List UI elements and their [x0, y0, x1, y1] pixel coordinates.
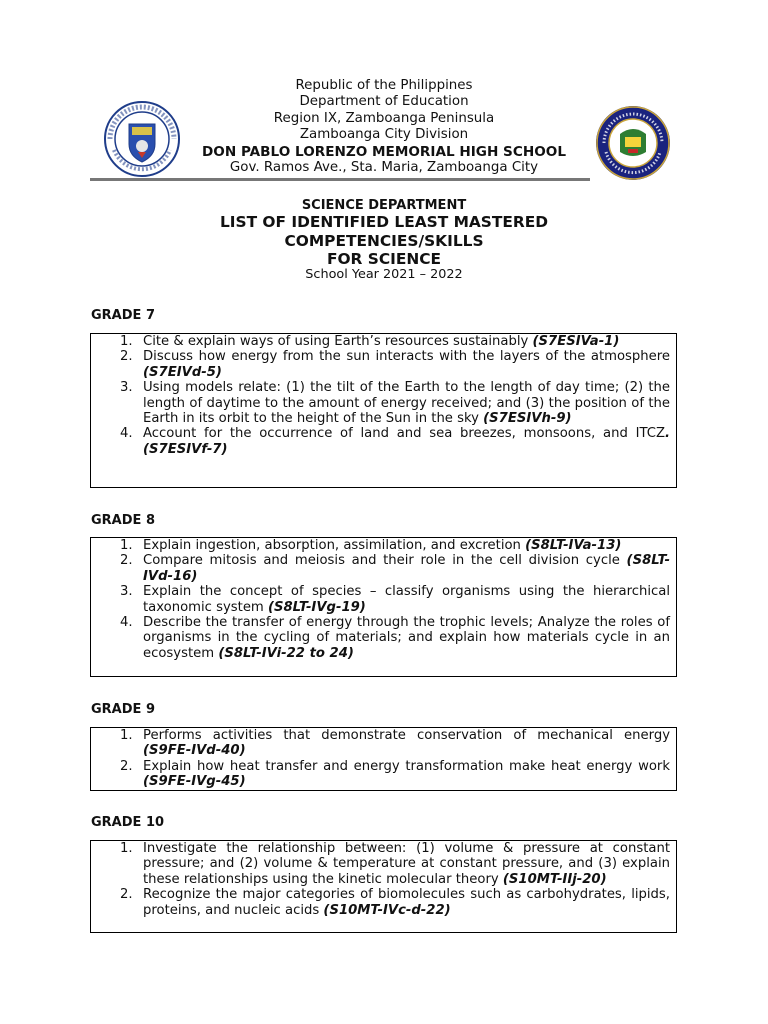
school-year: School Year 2021 – 2022	[305, 267, 463, 282]
list-item: 2. Explain how heat transfer and energy transformation make heat energy work (S9FE-IVg-45)	[120, 758, 670, 790]
list-item: 1. Investigate the relationship between: (1) volume & pressure at constant pressure; and (2) volume & temperature at constant pressure, and (3) explain these relationships using the kinetic molecular theory (S10MT-IIj-20)	[120, 841, 670, 887]
grade-10-competency-box	[90, 840, 677, 933]
header-region: Region IX, Zamboanga Peninsula	[273, 110, 495, 126]
school-name: DON PABLO LORENZO MEMORIAL HIGH SCHOOL	[202, 143, 566, 160]
grade-7-competency-box	[90, 333, 677, 488]
header-department: Department of Education	[299, 94, 469, 110]
list-item: 2. Discuss how energy from the sun interacts with the layers of the atmosphere (S7EIVd-5)	[120, 349, 670, 380]
grade-8-competency-box	[90, 537, 677, 677]
list-item: 2. Compare mitosis and meiosis and their role in the cell division cycle (S8LT-IVd-16)	[120, 553, 670, 584]
title-line-2: COMPETENCIES/SKILLS	[284, 231, 484, 250]
grade-7-heading: GRADE 7	[91, 308, 155, 323]
department-label: SCIENCE DEPARTMENT	[301, 198, 467, 213]
header-republic: Republic of the Philippines	[295, 78, 473, 93]
grade-8-heading: GRADE 8	[91, 513, 155, 528]
school-address: Gov. Ramos Ave., Sta. Maria, Zamboanga City	[229, 160, 539, 176]
list-item: 3. Using models relate: (1) the tilt of the Earth to the length of day time; (2) the length of daytime to the amount of energy received; and (3) the position of the Earth in its orbit to the height of the Sun in the sky (S7ESIVh-9)	[120, 380, 670, 427]
grade-9-heading: GRADE 9	[91, 702, 155, 717]
header-division: Zamboanga City Division	[299, 127, 469, 143]
list-item: 1. Performs activities that demonstrate conservation of mechanical energy (S9FE-IVd-40)	[120, 728, 670, 759]
grade-9-competency-box	[90, 727, 677, 791]
list-item: 1. Explain ingestion, absorption, assimilation, and excretion (S8LT-IVa-13)	[120, 538, 622, 553]
grade-10-heading: GRADE 10	[91, 815, 165, 830]
list-item: 4. Account for the occurrence of land and sea breezes, monsoons, and ITCZ. (S7ESIVf-7)	[120, 426, 670, 457]
title-line-3: FOR SCIENCE	[326, 250, 442, 269]
header-divider	[90, 178, 590, 181]
list-item: 3. Explain the concept of species – classify organisms using the hierarchical taxonomic system (S8LT-IVg-19)	[120, 584, 670, 615]
title-line-1: LIST OF IDENTIFIED LEAST MASTERED	[219, 213, 549, 231]
school-seal-logo	[590, 104, 676, 182]
list-item: 4. Describe the transfer of energy through the trophic levels; Analyze the roles of organisms in the cycling of materials; and explain how materials cycle in an ecosystem (S8LT-IVi-22 to 24)	[120, 615, 670, 661]
document-title	[0, 213, 768, 269]
deped-seal-logo	[102, 100, 182, 178]
list-item: 1. Cite & explain ways of using Earth’s resources sustainably (S7ESIVa-1)	[120, 334, 620, 349]
list-item: 2. Recognize the major categories of biomolecules such as carbohydrates, lipids, proteins, and nucleic acids (S10MT-IVc-d-22)	[120, 887, 670, 918]
